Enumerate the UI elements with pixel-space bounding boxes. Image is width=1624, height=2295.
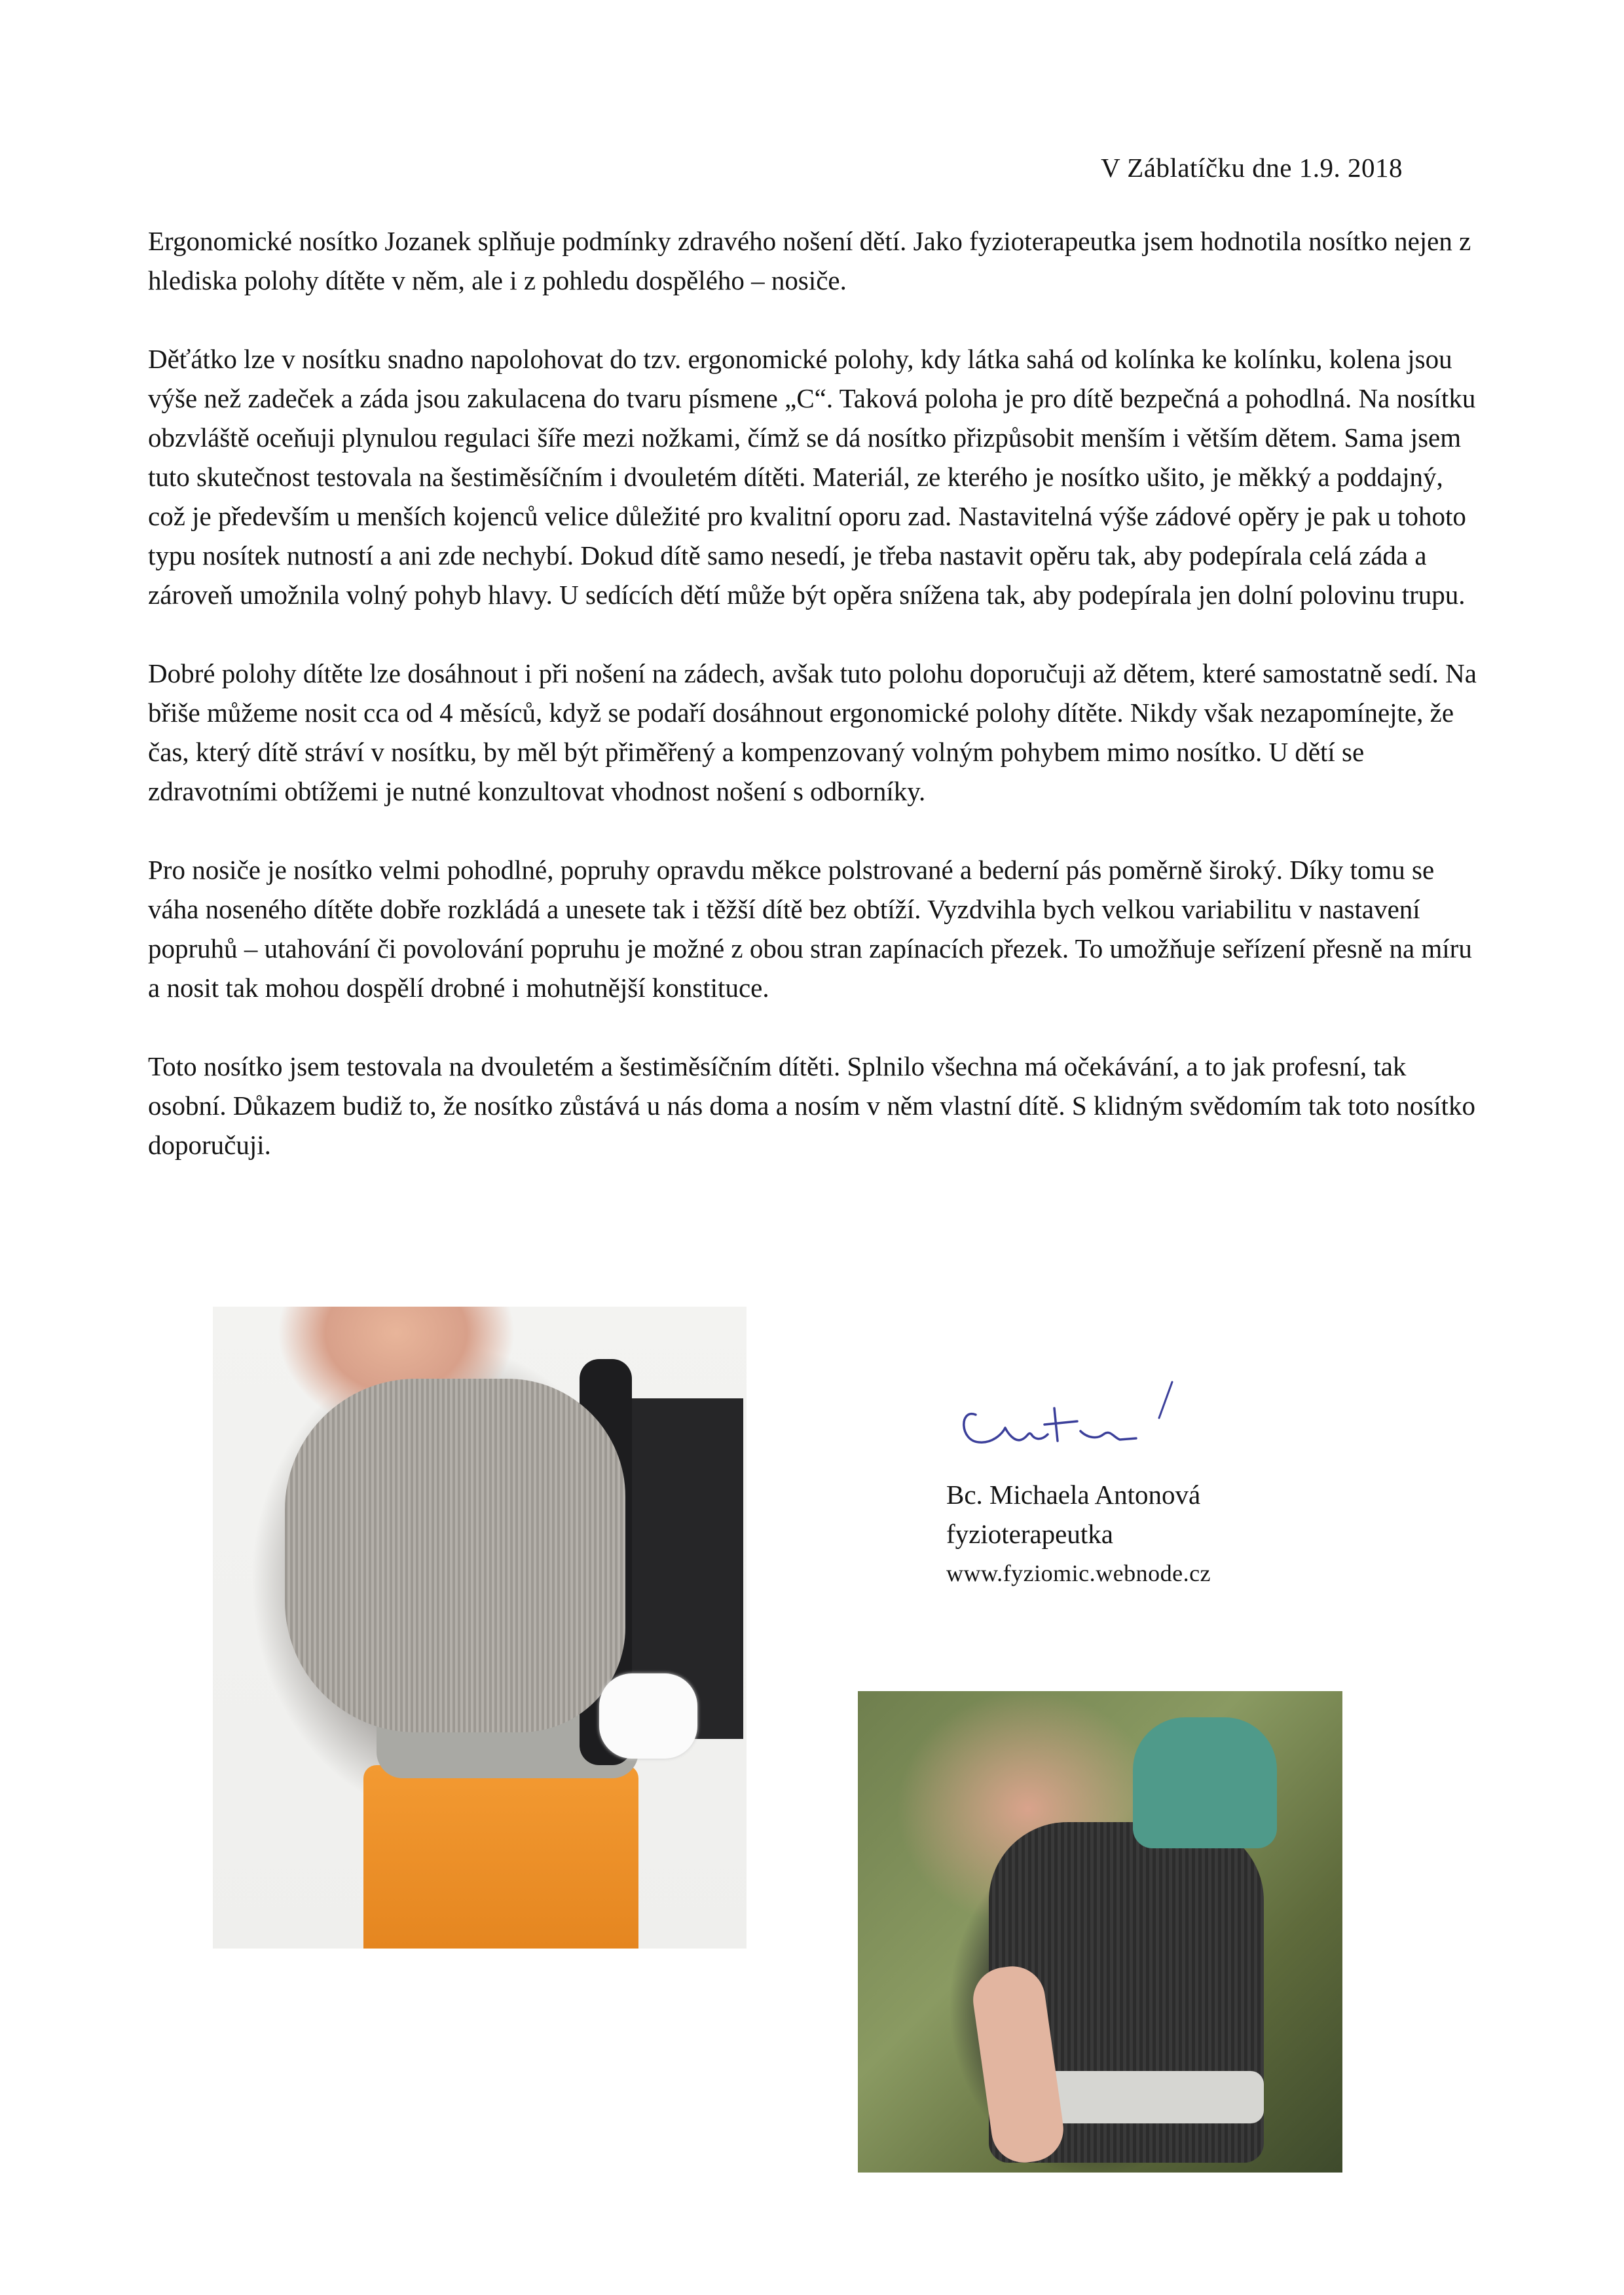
signer-role: fyzioterapeutka [946, 1519, 1113, 1549]
handwritten-signature [956, 1369, 1218, 1467]
photo-baby-in-carrier-front [213, 1307, 747, 1949]
signer-website: www.fyziomic.webnode.cz [946, 1560, 1211, 1586]
date-line: V Záblatíčku dne 1.9. 2018 [1101, 153, 1403, 183]
paragraph: Dobré polohy dítěte lze dosáhnout i při nošení na zádech, avšak tuto polohu doporučuji až dětem, které samostatně sedí. Na břiše můžeme nosit cca od 4 měsíců, když se podaří dosáhnout ergonomické polohy dítěte. Nikdy však nezapomínejte, že čas, který dítě stráví v nosítku, by měl být přiměřený a kompenzovaný volným pohybem mimo nosítko. U dětí se zdravotními obtížemi je nutné konzultovat vhodnost nošení s odborníky. [148, 658, 1477, 806]
photo-detail-sock [599, 1673, 697, 1759]
signer-name: Bc. Michaela Antonová [946, 1480, 1201, 1510]
photo-detail-shirt [1133, 1717, 1277, 1848]
photo-detail-baby [285, 1379, 625, 1732]
paragraph: Pro nosiče je nosítko velmi pohodlné, popruhy opravdu měkce polstrované a bederní pás poměrně široký. Díky tomu se váha noseného dítěte dobře rozkládá a unesete tak i těžší dítě bez obtíží. Vyzdvihla bych velkou variabilitu v nastavení popruhů – utahování či povolování popruhu je možné z obou stran zapínacích přezek. To umožňuje seřízení přesně na míru a nosit tak mohou dospělí drobné i mohutnější konstituce. [148, 855, 1472, 1003]
paragraph: Děťátko lze v nosítku snadno napolohovat do tzv. ergonomické polohy, kdy látka sahá od kolínka ke kolínku, kolena jsou výše než zadeček a záda jsou zakulacena do tvaru písmene „C“. Taková poloha je pro dítě bezpečná a pohodlná. Na nosítku obzvláště oceňuji plynulou regulaci šíře mezi nožkami, čímž se dá nosítko přizpůsobit menším i větším dětem. Sama jsem tuto skutečnost testovala na šestiměsíčním i dvouletém dítěti. Materiál, ze kterého je nosítko ušito, je měkký a poddajný, což je především u menších kojenců velice důležité pro kvalitní oporu zad. Nastavitelná výše zádové opěry je pak u tohoto typu nosítek nutností a ani zde nechybí. Dokud dítě samo nesedí, je třeba nastavit opěru tak, aby podepírala celá záda a zároveň umožnila volný pohyb hlavy. U sedících dětí může být opěra snížena tak, aby podepírala jen dolní polovinu trupu. [148, 344, 1476, 610]
paragraph: Toto nosítko jsem testovala na dvouletém a šestiměsíčním dítěti. Splnilo všechna má očekávání, a to jak profesní, tak osobní. Důkazem budiž to, že nosítko zůstává u nás doma a nosím v něm vlastní dítě. S klidným svědomím tak toto nosítko doporučuji. [148, 1051, 1475, 1160]
letter-body [148, 221, 1484, 1204]
paragraph: Ergonomické nosítko Jozanek splňuje podmínky zdravého nošení dětí. Jako fyzioterapeutka jsem hodnotila nosítko nejen z hlediska polohy dítěte v něm, ale i z pohledu dospělého – nosiče. [148, 226, 1471, 295]
photo-child-on-back [858, 1691, 1342, 2173]
signature-block [946, 1475, 1211, 1593]
photo-detail-skirt [363, 1765, 638, 1949]
